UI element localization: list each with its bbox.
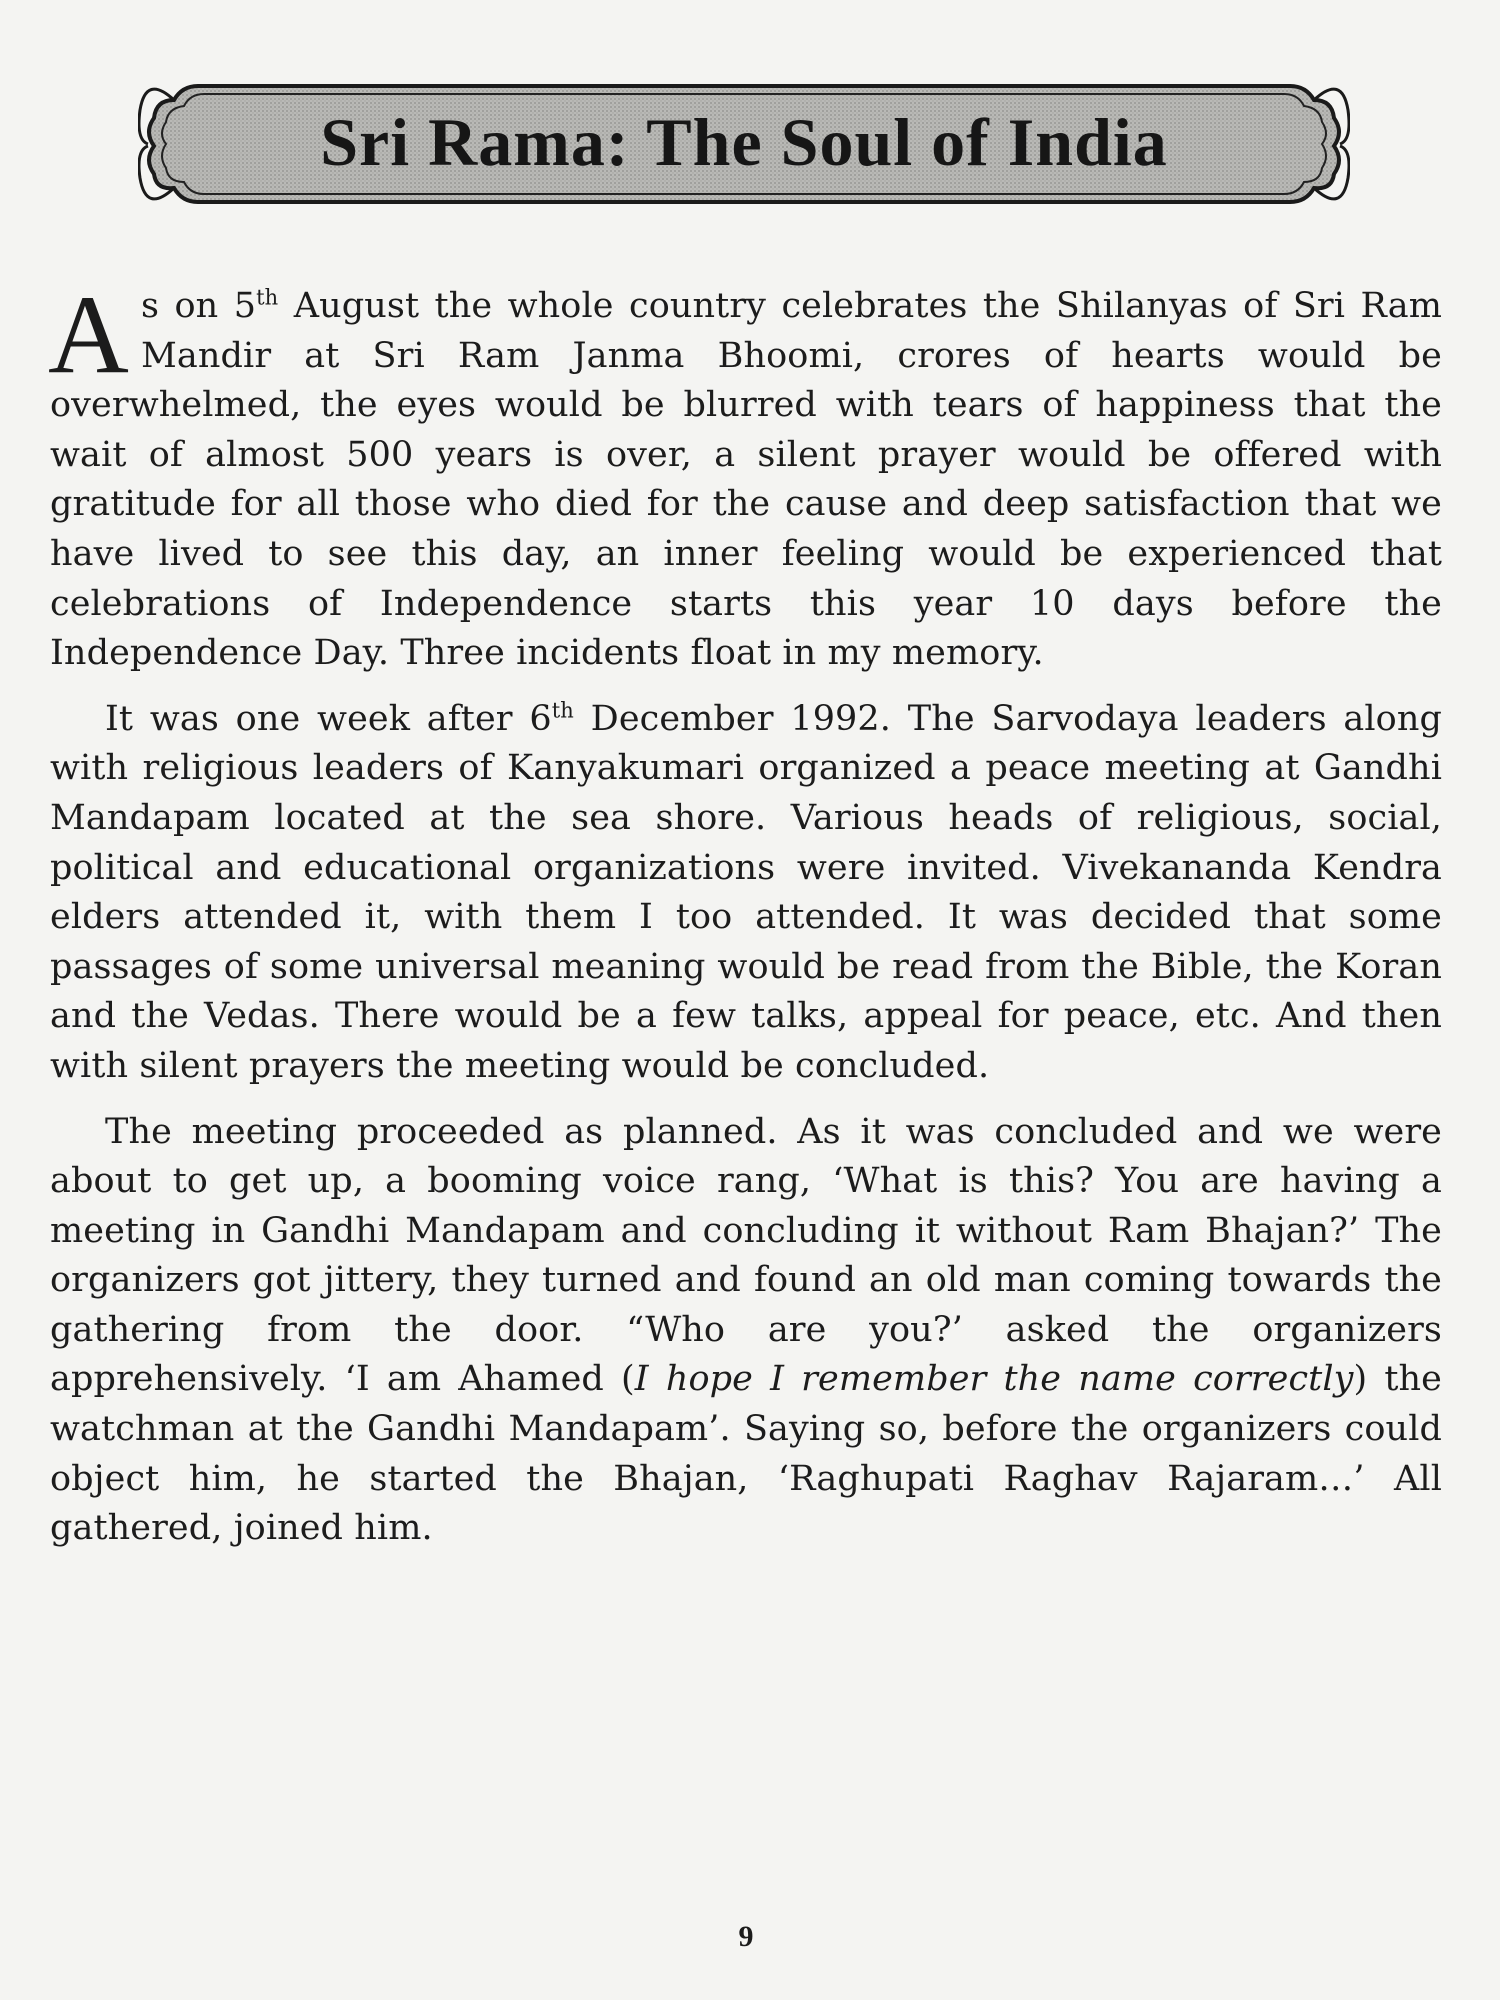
- title-banner: [138, 70, 1350, 215]
- page-number: 9: [738, 1920, 754, 1953]
- paragraph-1-text: August the whole country celebrates the Shilanyas of Sri Ram Mandir at Sri Ram Janma Bhoomi, crores of hearts would be overwhelmed, the eyes would be blurred with tears of happiness that the wait of almost 500 years is over, a silent prayer would be offered with gratitude for all those who died for the cause and deep satisfaction that we have lived to see this day, an inner feeling would be experienced that celebrations of Independence starts this year 10 days before the Independence Day. Three incidents float in my memory.: [50, 286, 1442, 674]
- paragraph-2-text: December 1992. The Sarvodaya leaders along with religious leaders of Kanyakumari organized a peace meeting at Gandhi Mandapam located at the sea shore. Various heads of religious, social, political and educational organizations were invited. Vivekananda Kendra elders attended it, with them I too attended. It was decided that some passages of some universal meaning would be read from the Bible, the Koran and the Vedas. There would be a few talks, appeal for peace, etc. And then with silent prayers the meeting would be concluded.: [50, 698, 1443, 1086]
- page-title: Sri Rama: The Soul of India: [320, 104, 1168, 180]
- paragraph-1: [48, 273, 1442, 679]
- drop-cap: A: [48, 273, 129, 397]
- paragraph-1-lead: s on 5: [140, 286, 257, 326]
- paragraph-3-text-b: ) the watchman at the Gandhi Mandapam’. Saying so, before the organizers could object him, he started the Bhajan, ‘Raghupati Raghav Rajaram…’ All gathered, joined him.: [50, 1359, 1442, 1549]
- article-body: [48, 273, 1443, 1554]
- paragraph-2: [50, 695, 1442, 1092]
- ordinal-suffix: th: [551, 698, 574, 723]
- paragraph-3: [50, 1108, 1442, 1554]
- paragraph-3-italic-aside: I hope I remember the name correctly: [634, 1359, 1354, 1400]
- paragraph-3-text-a: The meeting proceeded as planned. As it was concluded and we were about to get up, a booming voice rang, ‘What is this? You are having a meeting in Gandhi Mandapam and concluding it without Ram Bhajan?’ The organizers got jittery, they turned and found an old man coming towards the gathering from the door. “Who are you?’ asked the organizers apprehensively. ‘I am Ahamed (: [50, 1111, 1442, 1400]
- ordinal-suffix: th: [256, 285, 279, 310]
- paragraph-2-lead: It was one week after 6: [105, 698, 552, 739]
